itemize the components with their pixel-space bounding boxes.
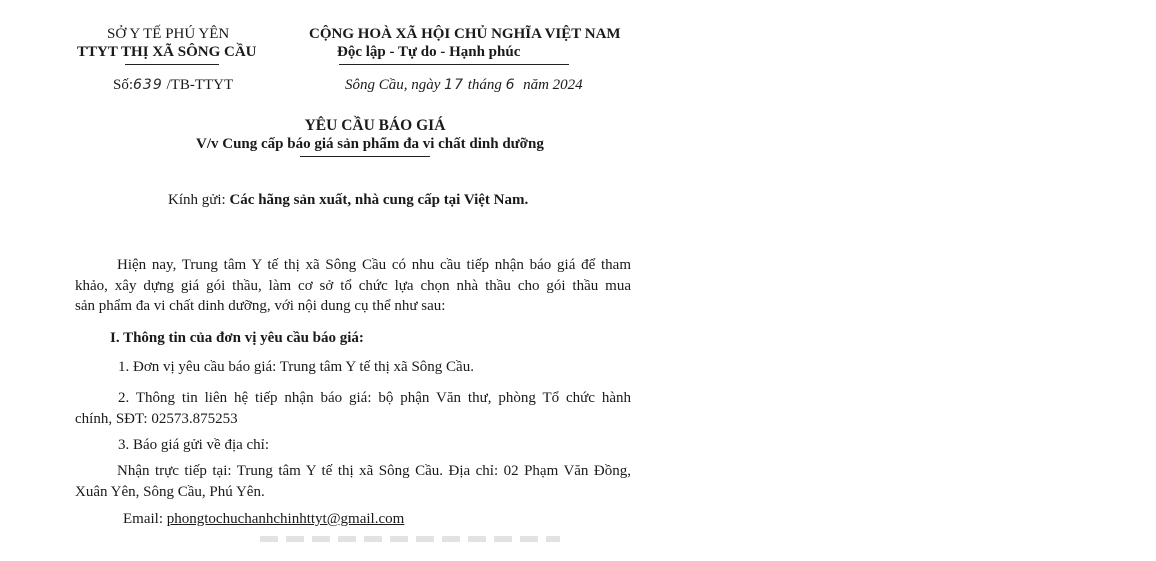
intro-line: khảo, xây dựng giá gói thầu, làm cơ sở tổ chức lựa chọn nhà thầu cho gói thầu mua	[75, 277, 631, 294]
section-heading: I. Thông tin của đơn vị yêu cầu báo giá:	[110, 330, 364, 346]
national-title: CỘNG HOÀ XÃ HỘI CHỦ NGHĨA VIỆT NAM	[309, 26, 621, 42]
address-line: Xuân Yên, Sông Cầu, Phú Yên.	[75, 483, 265, 500]
recipient-value: Các hãng sản xuất, nhà cung cấp tại Việt Nam.	[229, 192, 529, 208]
address-paragraph	[75, 461, 631, 502]
recipient-line	[168, 192, 528, 209]
document-number	[113, 77, 233, 94]
document-subtitle: V/v Cung cấp báo giá sản phẩm đa vi chất dinh dưỡng	[196, 136, 544, 152]
date-year: năm 2024	[523, 77, 583, 93]
cut-off-text-line	[260, 536, 560, 542]
recipient-label: Kính gửi:	[168, 192, 226, 208]
agency-name: TTYT THỊ XÃ SÔNG CẦU	[77, 44, 257, 60]
date-line	[345, 77, 583, 94]
agency-underline	[125, 64, 219, 65]
info-item-3: 3. Báo giá gửi về địa chỉ:	[118, 437, 270, 453]
doc-number-handwritten: 639	[133, 77, 163, 93]
info-item-1: 1. Đơn vị yêu cầu báo giá: Trung tâm Y tế thị xã Sông Cầu.	[118, 359, 474, 375]
agency-parent: SỞ Y TẾ PHÚ YÊN	[107, 26, 230, 42]
info-item-2-line: 2. Thông tin liên hệ tiếp nhận báo giá: bộ phận Văn thư, phòng Tổ chức hành	[118, 390, 631, 406]
info-item-2	[75, 388, 631, 429]
document-title: YÊU CẦU BÁO GIÁ	[304, 117, 446, 134]
info-item-2-line: chính, SĐT: 02573.875253	[75, 410, 238, 427]
intro-line: Hiện nay, Trung tâm Y tế thị xã Sông Cầu có nhu cầu tiếp nhận báo giá để tham	[117, 257, 631, 273]
date-month-handwritten: 6	[505, 77, 516, 93]
address-line: Nhận trực tiếp tại: Trung tâm Y tế thị xã Sông Cầu. Địa chỉ: 02 Phạm Văn Đồng,	[117, 463, 631, 479]
subtitle-underline	[300, 156, 430, 157]
date-month-label: tháng	[467, 77, 502, 93]
intro-paragraph	[75, 255, 631, 317]
date-prefix: Sông Cầu, ngày	[345, 77, 441, 93]
date-day-handwritten: 17	[444, 77, 464, 93]
intro-line: sản phẩm đa vi chất dinh dưỡng, với nội dung cụ thể như sau:	[75, 298, 446, 314]
national-motto: Độc lập - Tự do - Hạnh phúc	[337, 44, 521, 60]
email-label: Email:	[123, 511, 163, 527]
email-link[interactable]: phongtochuchanhchinhttyt@gmail.com	[166, 511, 405, 527]
doc-number-suffix: /TB-TTYT	[166, 77, 234, 93]
motto-underline	[339, 64, 569, 65]
doc-number-prefix: Số:	[113, 77, 134, 93]
email-row	[123, 511, 404, 528]
